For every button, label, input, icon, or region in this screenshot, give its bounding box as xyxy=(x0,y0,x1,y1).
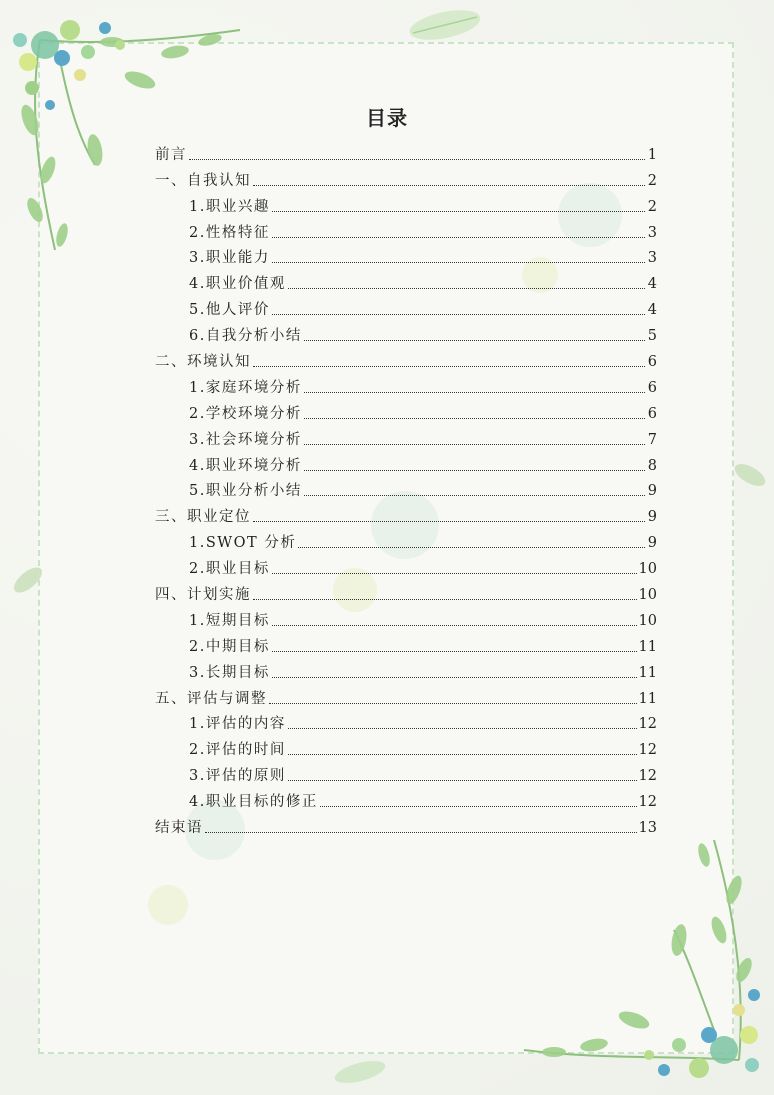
toc-entry-page-number: 4 xyxy=(647,276,657,293)
toc-leader-dots xyxy=(272,236,645,238)
toc-leader-dots xyxy=(304,494,645,496)
toc-leader-dots xyxy=(298,546,645,548)
toc-entry-page-number: 9 xyxy=(647,509,657,526)
floral-corner-bottom-right-icon xyxy=(514,830,774,1095)
toc-entry-label: 4.职业目标的修正 xyxy=(189,794,318,811)
toc-entry[interactable] xyxy=(155,138,657,164)
toc-leader-dots xyxy=(272,572,637,574)
table-of-contents xyxy=(155,138,657,837)
toc-leader-dots xyxy=(253,184,645,186)
toc-entry-page-number: 4 xyxy=(647,302,657,319)
toc-entry[interactable] xyxy=(155,475,657,501)
toc-entry-label: 5.他人评价 xyxy=(189,302,270,319)
toc-entry-label: 5.职业分析小结 xyxy=(189,483,302,500)
toc-entry-label: 3.社会环境分析 xyxy=(189,431,302,448)
toc-entry[interactable] xyxy=(155,552,657,578)
toc-leader-dots xyxy=(253,520,645,522)
toc-entry[interactable] xyxy=(155,216,657,242)
toc-entry-page-number: 13 xyxy=(638,820,657,837)
toc-entry-label: 3.职业能力 xyxy=(189,250,270,267)
toc-entry[interactable] xyxy=(155,345,657,371)
toc-entry-label: 6.自我分析小结 xyxy=(189,328,302,345)
toc-entry-label: 1.家庭环境分析 xyxy=(189,379,302,396)
toc-entry[interactable] xyxy=(155,733,657,759)
toc-leader-dots xyxy=(288,753,637,755)
toc-entry-label: 1.SWOT 分析 xyxy=(189,535,297,552)
toc-entry-label: 1.评估的内容 xyxy=(189,716,286,733)
toc-entry-label: 2.性格特征 xyxy=(189,224,270,241)
toc-entry-label: 3.评估的原则 xyxy=(189,768,286,785)
toc-entry[interactable] xyxy=(155,630,657,656)
toc-entry[interactable] xyxy=(155,397,657,423)
toc-entry[interactable] xyxy=(155,423,657,449)
toc-leader-dots xyxy=(272,676,637,678)
toc-entry-page-number: 6 xyxy=(647,354,657,371)
toc-entry[interactable] xyxy=(155,785,657,811)
toc-leader-dots xyxy=(304,391,645,393)
toc-leader-dots xyxy=(272,313,645,315)
toc-entry-page-number: 5 xyxy=(647,328,657,345)
toc-entry-label: 二、环境认知 xyxy=(155,354,251,371)
toc-entry-page-number: 10 xyxy=(638,612,657,629)
toc-entry-label: 4.职业环境分析 xyxy=(189,457,302,474)
toc-entry[interactable] xyxy=(155,708,657,734)
toc-entry-label: 1.短期目标 xyxy=(189,612,270,629)
toc-entry-page-number: 10 xyxy=(638,587,657,604)
toc-entry-label: 3.长期目标 xyxy=(189,664,270,681)
page-title: 目录 xyxy=(366,106,408,130)
toc-leader-dots xyxy=(189,158,645,160)
toc-leader-dots xyxy=(272,624,637,626)
toc-entry-page-number: 11 xyxy=(638,664,657,681)
toc-entry[interactable] xyxy=(155,811,657,837)
toc-entry[interactable] xyxy=(155,371,657,397)
toc-entry-label: 1.职业兴趣 xyxy=(189,198,270,215)
toc-entry-page-number: 3 xyxy=(647,224,657,241)
toc-entry-page-number: 9 xyxy=(647,483,657,500)
toc-leader-dots xyxy=(304,339,645,341)
toc-leader-dots xyxy=(253,365,645,367)
toc-leader-dots xyxy=(205,831,637,833)
toc-entry-label: 四、计划实施 xyxy=(155,587,251,604)
toc-leader-dots xyxy=(304,469,645,471)
toc-leader-dots xyxy=(288,287,645,289)
toc-entry[interactable] xyxy=(155,293,657,319)
toc-entry-page-number: 8 xyxy=(647,457,657,474)
toc-entry-page-number: 12 xyxy=(638,794,657,811)
toc-leader-dots xyxy=(272,210,645,212)
toc-entry[interactable] xyxy=(155,682,657,708)
toc-leader-dots xyxy=(253,598,637,600)
toc-entry[interactable] xyxy=(155,164,657,190)
toc-entry[interactable] xyxy=(155,500,657,526)
toc-entry-label: 一、自我认知 xyxy=(155,172,251,189)
toc-leader-dots xyxy=(304,443,645,445)
toc-leader-dots xyxy=(304,417,645,419)
toc-entry[interactable] xyxy=(155,578,657,604)
toc-entry[interactable] xyxy=(155,526,657,552)
toc-entry-label: 五、评估与调整 xyxy=(155,690,267,707)
toc-entry[interactable] xyxy=(155,242,657,268)
toc-entry[interactable] xyxy=(155,759,657,785)
toc-entry-page-number: 12 xyxy=(638,742,657,759)
toc-entry-page-number: 2 xyxy=(647,198,657,215)
toc-entry[interactable] xyxy=(155,190,657,216)
toc-entry-page-number: 3 xyxy=(647,250,657,267)
toc-entry-label: 2.评估的时间 xyxy=(189,742,286,759)
toc-entry-page-number: 10 xyxy=(638,561,657,578)
toc-entry[interactable] xyxy=(155,319,657,345)
toc-entry[interactable] xyxy=(155,656,657,682)
toc-entry-label: 前言 xyxy=(155,146,187,163)
toc-leader-dots xyxy=(320,805,637,807)
toc-entry-label: 结束语 xyxy=(155,820,203,837)
toc-entry-page-number: 11 xyxy=(638,638,657,655)
toc-leader-dots xyxy=(272,650,637,652)
toc-entry-page-number: 6 xyxy=(647,379,657,396)
toc-leader-dots xyxy=(288,779,637,781)
toc-leader-dots xyxy=(272,261,645,263)
toc-entry-page-number: 7 xyxy=(647,431,657,448)
toc-leader-dots xyxy=(269,702,637,704)
toc-entry-page-number: 12 xyxy=(638,716,657,733)
toc-entry-page-number: 12 xyxy=(638,768,657,785)
toc-entry-page-number: 9 xyxy=(647,535,657,552)
toc-entry-page-number: 11 xyxy=(638,690,657,707)
toc-entry[interactable] xyxy=(155,267,657,293)
toc-entry-label: 2.职业目标 xyxy=(189,561,270,578)
toc-entry[interactable] xyxy=(155,604,657,630)
toc-entry-label: 4.职业价值观 xyxy=(189,276,286,293)
toc-entry-label: 2.学校环境分析 xyxy=(189,405,302,422)
toc-entry[interactable] xyxy=(155,449,657,475)
toc-entry-label: 2.中期目标 xyxy=(189,638,270,655)
toc-leader-dots xyxy=(288,727,637,729)
toc-entry-page-number: 2 xyxy=(647,172,657,189)
toc-entry-page-number: 1 xyxy=(647,146,657,163)
toc-entry-label: 三、职业定位 xyxy=(155,509,251,526)
toc-entry-page-number: 6 xyxy=(647,405,657,422)
